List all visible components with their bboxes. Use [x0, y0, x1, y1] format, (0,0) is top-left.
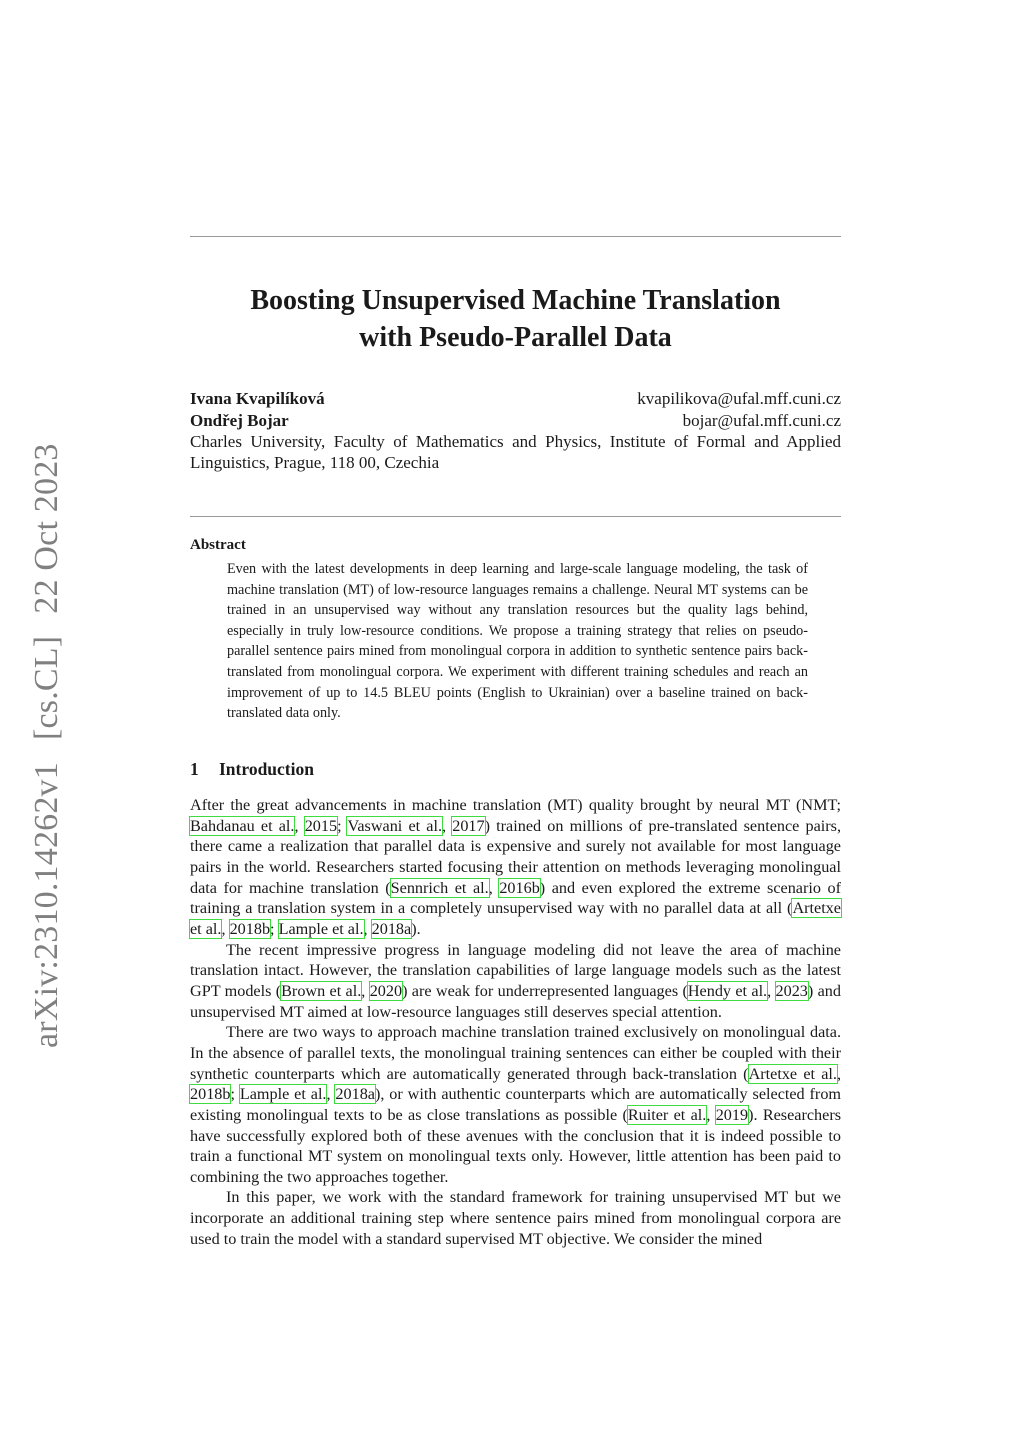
- author-name: Ivana Kvapilíková: [190, 389, 325, 408]
- text: ;: [270, 919, 279, 938]
- arxiv-identifier-stamp: [28, 443, 66, 1048]
- introduction-body: [190, 795, 841, 1249]
- arxiv-date: 22 Oct 2023: [28, 443, 65, 614]
- text: ,: [836, 1064, 841, 1083]
- citation-link[interactable]: Brown et al.: [281, 981, 362, 1000]
- text: There are two ways to approach machine translation trained exclusively on monolingual data. In the absence of parallel texts, the monolingual training sentences can either be coupled with their synthetic counterparts which are automatically generated through back-translation (: [190, 1023, 841, 1083]
- title-line-2: with Pseudo-Parallel Data: [359, 322, 672, 353]
- text: ,: [294, 816, 305, 835]
- citation-link[interactable]: 2018b: [229, 919, 271, 938]
- text: ), or with authentic counterparts which are automatically selected from existing monolingual texts to be as close translations as possible (: [190, 1085, 842, 1124]
- arxiv-id: arXiv:2310.14262v1: [28, 762, 65, 1048]
- citation-link[interactable]: Vaswani et al.: [347, 816, 443, 835]
- citation-link[interactable]: Ruiter et al.: [627, 1105, 707, 1124]
- citation-link[interactable]: 2018a: [335, 1085, 375, 1104]
- author-email[interactable]: bojar@ufal.mff.cuni.cz: [682, 411, 841, 430]
- top-rule: [190, 236, 841, 237]
- citation-link[interactable]: 2020: [369, 981, 403, 1000]
- abstract-text: Even with the latest developments in deep learning and large-scale language modeling, the task of machine translation (MT) of low-resource languages remains a challenge. Neural MT systems can be trained in an unsupervised way without any translation resources but the quality lags behind, especially in truly low-resource conditions. We propose a training strategy that relies on pseudo-parallel sentence pairs mined from monolingual corpora in addition to synthetic sentence pairs back-translated from monolingual corpora. We experiment with different training schedules and reach an improvement of up to 14.5 BLEU points (English to Ukrainian) over a baseline trained on back-translated data only.: [227, 561, 808, 722]
- section-title: Introduction: [219, 759, 314, 779]
- paragraph: [190, 1022, 841, 1187]
- text: ) and unsupervised MT aimed at low-resource languages still deserves special attention.: [190, 981, 841, 1021]
- section-number: 1: [190, 759, 199, 779]
- citation-link[interactable]: 2018a: [371, 919, 412, 938]
- author-name: Ondřej Bojar: [190, 411, 289, 430]
- text: ) and even explored the extreme scenario of training a translation system in a completely unsupervised way with no parallel data at all (: [190, 878, 841, 918]
- author-row: [190, 410, 841, 431]
- text: ,: [442, 816, 453, 835]
- text: ,: [363, 919, 372, 938]
- text: In this paper, we work with the standard framework for training unsupervised MT but we incorporate an additional training step where sentence pairs mined from monolingual corpora are used to train the model with a standard supervised MT objective. We consider the mined: [190, 1188, 841, 1248]
- citation-link[interactable]: Artetxe et al.: [190, 899, 841, 938]
- text: ). Researchers have successfully explored both of these avenues with the conclusion that it is indeed possible to train a functional MT system on monolingual texts only. However, little attention has been paid to combining the two approaches together.: [190, 1105, 842, 1186]
- author-email[interactable]: kvapilikova@ufal.mff.cuni.cz: [637, 389, 841, 408]
- citation-link[interactable]: 2018b: [190, 1085, 231, 1104]
- author-row: [190, 388, 841, 409]
- abstract-heading: Abstract: [190, 537, 246, 553]
- citation-link[interactable]: 2017: [452, 816, 485, 835]
- paragraph: [190, 1187, 841, 1249]
- affiliation: Charles University, Faculty of Mathematics and Physics, Institute of Formal and Applied Linguistics, Prague, 118 00, Czechia: [190, 432, 841, 472]
- paragraph: [190, 795, 841, 940]
- abstract-rule: [190, 516, 841, 517]
- title-line-1: Boosting Unsupervised Machine Translation: [250, 285, 781, 316]
- citation-link[interactable]: 2015: [304, 816, 338, 835]
- citation-link[interactable]: 2016b: [499, 878, 540, 897]
- text: The recent impressive progress in language modeling did not leave the area of machine translation intact. However, the translation capabilities of large language models such as the latest GPT models (: [190, 940, 841, 1000]
- citation-link[interactable]: Sennrich et al.: [390, 878, 489, 897]
- paragraph: [190, 940, 841, 1023]
- section-heading: [190, 759, 314, 780]
- paper-title: [190, 282, 841, 356]
- text: ,: [221, 919, 230, 938]
- text: ) trained on millions of pre-translated sentence pairs, there came a realization that parallel data is expensive and surely not available for most language pairs in the world. Researchers started focusing their attention on methods leveraging monolingual data for machine translation (: [190, 816, 842, 897]
- text: ;: [230, 1085, 240, 1104]
- citation-link[interactable]: Lample et al.: [278, 919, 364, 938]
- text: ;: [337, 816, 348, 835]
- text: ,: [488, 878, 500, 897]
- citation-link[interactable]: 2019: [715, 1105, 749, 1124]
- arxiv-category: [cs.CL]: [28, 635, 65, 741]
- text: ) are weak for underrepresented languages (: [402, 981, 688, 1000]
- citation-link[interactable]: Lample et al.: [239, 1085, 327, 1104]
- citation-link[interactable]: 2023: [775, 981, 808, 1000]
- text: ,: [706, 1105, 716, 1124]
- citation-link[interactable]: Bahdanau et al.: [190, 816, 295, 835]
- text: ,: [767, 981, 776, 1000]
- text: After the great advancements in machine translation (MT) quality brought by neural MT (NMT;: [190, 796, 841, 814]
- text: ).: [411, 919, 421, 938]
- citation-link[interactable]: Artetxe et al.: [748, 1064, 837, 1083]
- text: ,: [361, 981, 370, 1000]
- citation-link[interactable]: Hendy et al.: [687, 981, 768, 1000]
- text: ,: [326, 1085, 336, 1104]
